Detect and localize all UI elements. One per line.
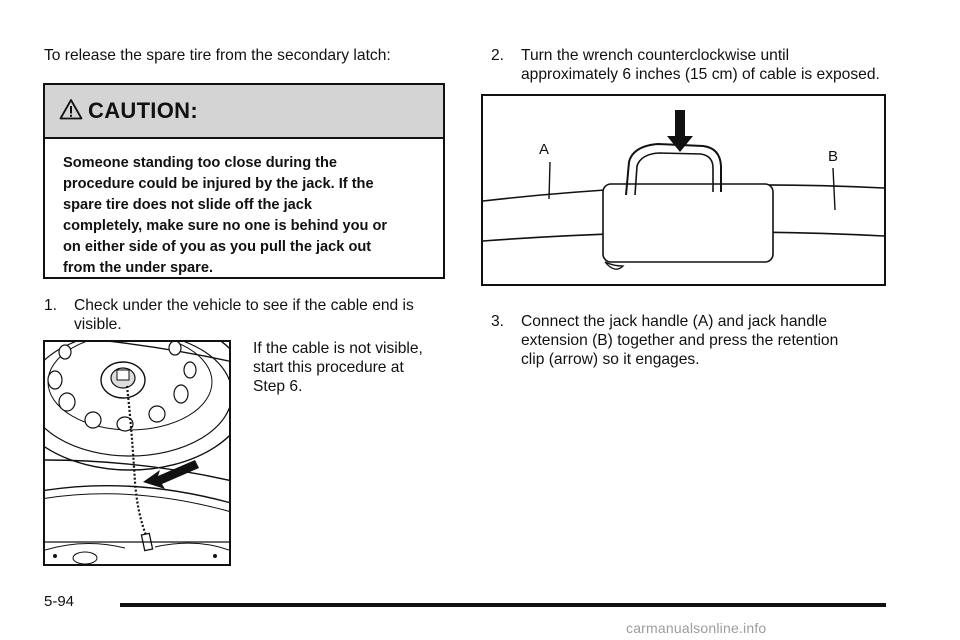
step-line: Check under the vehicle to see if the cable end is [74,297,414,314]
step-1-note [253,339,443,396]
note-line: If the cable is not visible, [253,340,423,357]
caution-title: CAUTION: [88,98,198,123]
step-line: Connect the jack handle (A) and jack handle [521,313,828,330]
caution-box [43,83,445,279]
caution-line: completely, make sure no one is behind you or [63,218,388,234]
jack-handle-figure [481,94,886,286]
label-a: A [539,141,550,158]
step-2 [491,46,921,84]
step-line: Turn the wrench counterclockwise until [521,47,790,64]
footer-rule [120,603,886,607]
caution-text [45,139,443,279]
step-number: 1. [44,297,58,314]
caution-header [45,85,443,139]
intro-text: To release the spare tire from the secondary latch: [44,47,391,64]
warning-triangle-icon [59,98,83,125]
step-line: clip (arrow) so it engages. [521,351,700,368]
step-3 [491,312,921,369]
note-line: Step 6. [253,378,303,395]
caution-line: Someone standing too close during the [63,155,338,171]
step-line: extension (B) together and press the retention [521,332,839,349]
step-1 [44,296,444,334]
step-number: 3. [491,313,505,330]
page-number: 5-94 [44,593,75,610]
caution-line: from the under spare. [63,260,214,276]
watermark: carmanualsonline.info [626,620,767,636]
note-line: start this procedure at [253,359,404,376]
step-line: approximately 6 inches (15 cm) of cable is exposed. [521,66,880,83]
spare-tire-figure [43,340,231,566]
step-line: visible. [74,316,122,333]
caution-line: procedure could be injured by the jack. If the [63,176,374,192]
caution-line: on either side of you as you pull the jack out [63,239,372,255]
caution-line: spare tire does not slide off the jack [63,197,312,213]
label-b: B [828,148,839,165]
step-number: 2. [491,47,505,64]
